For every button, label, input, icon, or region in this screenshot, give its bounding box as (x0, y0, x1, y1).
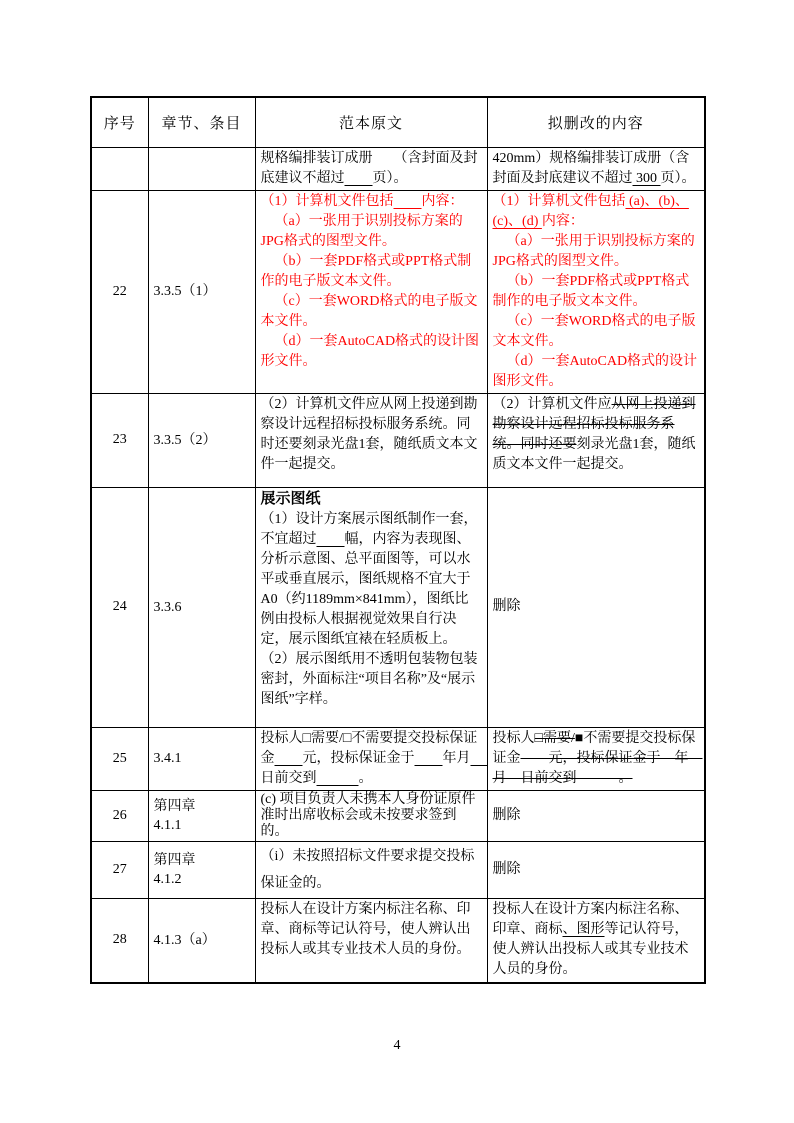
underlined-text: 、图形 (562, 921, 605, 937)
text-run: （d）一套AutoCAD格式的设计图形文件。 (260, 333, 480, 369)
cell-revised-text (487, 190, 705, 393)
text-run: 内容： (421, 193, 464, 209)
cell-original-text (255, 147, 487, 190)
cell-section (148, 393, 255, 487)
paragraph (261, 192, 482, 212)
underlined-text (345, 171, 373, 186)
paragraph (261, 729, 482, 789)
cell-section (148, 898, 255, 983)
cell-original-text (255, 790, 487, 841)
revision-table (90, 96, 706, 984)
text-run: 420mm）规格编排装订成册（含封面及封底建议不超过 (492, 150, 690, 186)
underlined-text (471, 751, 488, 766)
text-run: 页）。 (660, 170, 696, 186)
underlined-text (317, 771, 359, 786)
cell-revised-text (487, 790, 705, 841)
paragraph (261, 149, 482, 189)
paragraph (493, 597, 700, 617)
text-run: （i）未按照招标文件要求提交投标保证金的。 (260, 848, 475, 891)
section-line: 第四章 (153, 852, 196, 868)
underlined-text (394, 194, 422, 209)
underlined-text (275, 751, 303, 766)
text-run: （c）一套WORD格式的电子版文本文件。 (492, 313, 696, 349)
cell-seq: 27 (91, 841, 148, 898)
table-row (91, 487, 705, 727)
text-run: （1）计算机文件包括 (260, 193, 394, 209)
text-run: （1）设计方案展示图纸制作一套，不宜超过 (260, 511, 478, 547)
text-run: （b）一套PDF格式或PPT格式制作的电子版文本文件。 (260, 253, 472, 289)
text-run: （b）一套PDF格式或PPT格式制作的电子版文本文件。 (492, 273, 690, 309)
column-header: 序号 (91, 97, 148, 147)
text-run: (c) 项目负责人未携本人身份证原件准时出席收标会或未按要求签到的。 (260, 791, 476, 839)
cell-original-text (255, 190, 487, 393)
text-run: （2）展示图纸用不透明包装物包装密封，外面标注“项目名称”及“展示图纸”字样。 (260, 651, 478, 707)
cell-original-text (255, 393, 487, 487)
cell-seq: 24 (91, 487, 148, 727)
page-number: 4 (393, 1038, 401, 1053)
struck-text: 从网上投递到勘察设计远程招标投标服务系统。同时还要 (492, 396, 696, 452)
struck-text: □需要/ (534, 730, 575, 746)
underlined-text: 300 (632, 170, 661, 186)
cell-section (148, 147, 255, 190)
table-row (91, 147, 705, 190)
paragraph (261, 292, 482, 332)
section-line: 3.4.1 (153, 751, 182, 766)
text-run: 投标人在设计方案内标注名称、印章、商标等记认符号，使人辨认出投标人或其专业技术人员的身份。 (260, 901, 471, 957)
paragraph (493, 232, 700, 272)
paragraph (261, 212, 482, 252)
section-line: 3.3.5（2） (153, 432, 217, 448)
text-run: （2）计算机文件应 (492, 396, 612, 412)
cell-revised-text (487, 898, 705, 983)
table-row (91, 393, 705, 487)
column-header: 拟删改的内容 (487, 97, 705, 147)
cell-revised-text (487, 393, 705, 487)
text-run: ■不需要提交投标保证金 (492, 730, 696, 766)
cell-seq (91, 147, 148, 190)
text-run: 删除 (492, 599, 521, 614)
cell-section (148, 727, 255, 790)
text-run: 删除 (492, 861, 521, 877)
paragraph (493, 860, 700, 880)
section-line: 3.3.5（1） (153, 284, 217, 299)
paragraph (493, 900, 700, 980)
struck-text: 元，投标保证金于 年 月 日前交到 。 (492, 750, 703, 786)
table-row (91, 790, 705, 841)
paragraph (493, 312, 700, 352)
table-row (91, 727, 705, 790)
cell-seq: 23 (91, 393, 148, 487)
cell-seq: 28 (91, 898, 148, 983)
cell-revised-text (487, 487, 705, 727)
section-line: 4.1.1 (153, 817, 182, 833)
cell-seq: 26 (91, 790, 148, 841)
text-run: 规格编排装订成册 （含封面及封底建议不超过 (260, 150, 478, 186)
table-row (91, 841, 705, 898)
cell-seq: 25 (91, 727, 148, 790)
text-run: 元，投标保证金于 (302, 750, 415, 766)
underlined-text: (a)、(b)、(c)、(d) (492, 193, 689, 229)
text-run: 内容： (541, 213, 584, 229)
underlined-text (415, 751, 443, 766)
text-run: 年月 (442, 750, 471, 766)
text-run: 刻录光盘1套，随纸质文本文件一起提交。 (492, 436, 696, 472)
text-run: （a）一张用于识别投标方案的JPG格式的图型文件。 (260, 213, 463, 249)
cell-section (148, 487, 255, 727)
paragraph (261, 792, 482, 840)
text-run: 删除 (492, 807, 521, 823)
cell-original-text (255, 487, 487, 727)
text-run: 幅，内容为表现图、分析示意图、总平面图等，可以水平或垂直展示，图纸规格不宜大于A0（约1189mm×841mm），图纸比例由投标人根据视觉效果自行决定，展示图纸宜裱在轻质板上。 (260, 531, 471, 647)
paragraph (261, 510, 482, 650)
paragraph (261, 650, 482, 710)
cell-original-text (255, 841, 487, 898)
paragraph (493, 806, 700, 826)
underlined-text (317, 532, 345, 547)
section-line: 4.1.3（a） (153, 932, 216, 948)
table-body (91, 147, 705, 983)
paragraph (261, 843, 482, 897)
paragraph (493, 149, 700, 189)
cell-section (148, 190, 255, 393)
section-line: 第四章 (153, 798, 196, 814)
section-line: 3.3.6 (153, 599, 182, 615)
paragraph (261, 900, 482, 960)
paragraph (493, 192, 700, 232)
cell-original-text (255, 727, 487, 790)
text-run: 页）。 (372, 170, 408, 186)
cell-revised-text (487, 147, 705, 190)
text-run: 。 (358, 770, 373, 786)
text-run: 日前交到 (260, 770, 317, 786)
paragraph (261, 395, 482, 475)
paragraph (261, 332, 482, 372)
section-line: 4.1.2 (153, 871, 182, 887)
table-row (91, 190, 705, 393)
column-header: 章节、条目 (148, 97, 255, 147)
cell-section (148, 841, 255, 898)
header-row (91, 97, 705, 147)
text-run: （1）计算机文件包括 (492, 193, 626, 209)
text-run: （2）计算机文件应从网上投递到勘察设计远程招标投标服务系统。同时还要刻录光盘1套，随纸质文本文件一起提交。 (260, 396, 478, 472)
text-run: （c）一套WORD格式的电子版文本文件。 (260, 293, 478, 329)
text-run: 投标人□需要/□不需要提交投标保证金 (260, 730, 478, 766)
text-run: 等记认符号，使人辨认出投标人或其专业技术人员的身份。 (492, 921, 689, 977)
paragraph (261, 252, 482, 292)
cell-revised-text (487, 727, 705, 790)
cell-revised-text (487, 841, 705, 898)
paragraph (493, 272, 700, 312)
cell-seq: 22 (91, 190, 148, 393)
text-run: 投标人 (492, 730, 535, 746)
text-run: 展示图纸 (260, 490, 321, 507)
text-run: （a）一张用于识别投标方案的JPG格式的图型文件。 (492, 233, 695, 269)
cell-section (148, 790, 255, 841)
paragraph (493, 395, 700, 475)
paragraph (492, 729, 703, 789)
text-run: 投标人在设计方案内标注名称、印章、商标 (492, 901, 689, 937)
table-row (91, 898, 705, 983)
cell-original-text (255, 898, 487, 983)
paragraph (493, 352, 700, 392)
paragraph (261, 489, 482, 510)
column-header: 范本原文 (255, 97, 487, 147)
text-run: （d）一套AutoCAD格式的设计图形文件。 (492, 353, 698, 389)
